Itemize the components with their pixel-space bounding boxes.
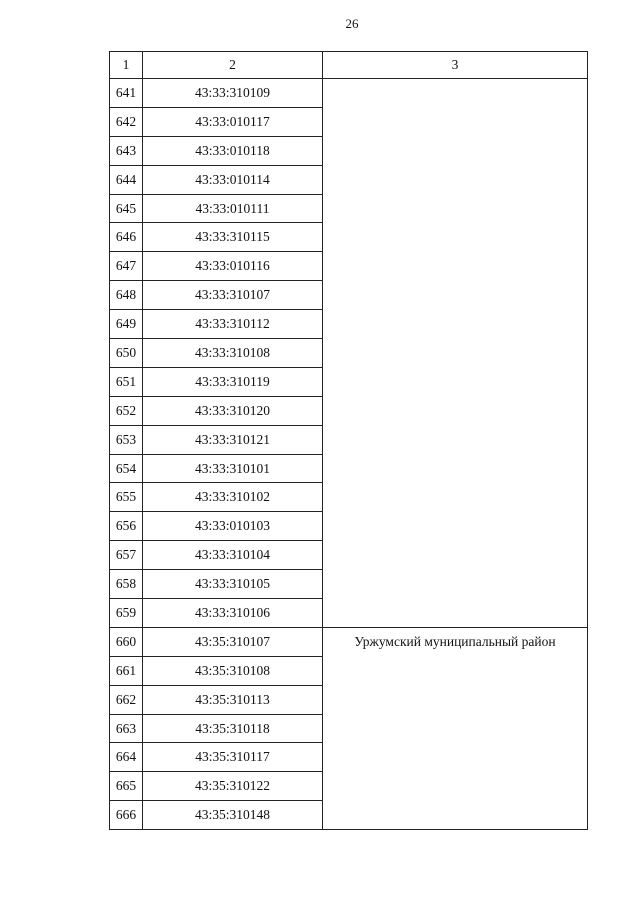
row-number-cell: 663 [110,714,143,743]
cadastral-code-cell: 43:33:310108 [143,339,323,368]
cadastral-code-cell: 43:35:310107 [143,627,323,656]
row-number-cell: 659 [110,599,143,628]
cadastral-code-cell: 43:35:310118 [143,714,323,743]
column-header-number: 1 [110,52,143,79]
cadastral-code-cell: 43:33:310109 [143,79,323,108]
row-number-cell: 666 [110,801,143,830]
row-number-cell: 653 [110,425,143,454]
cadastral-code-cell: 43:33:310115 [143,223,323,252]
region-label [323,79,587,85]
cadastral-code-cell: 43:33:310105 [143,570,323,599]
column-header-code: 2 [143,52,323,79]
table-row [110,79,588,108]
cadastral-table [109,51,588,830]
header-row [110,52,588,79]
row-number-cell: 655 [110,483,143,512]
cadastral-code-cell: 43:35:310122 [143,772,323,801]
column-header-region: 3 [323,52,588,79]
row-number-cell: 642 [110,107,143,136]
cadastral-code-cell: 43:33:310119 [143,367,323,396]
row-number-cell: 665 [110,772,143,801]
cadastral-code-cell: 43:33:010111 [143,194,323,223]
row-number-cell: 656 [110,512,143,541]
row-number-cell: 650 [110,339,143,368]
cadastral-code-cell: 43:33:310101 [143,454,323,483]
row-number-cell: 644 [110,165,143,194]
row-number-cell: 643 [110,136,143,165]
cadastral-code-cell: 43:33:010117 [143,107,323,136]
cadastral-code-cell: 43:33:010114 [143,165,323,194]
cadastral-code-cell: 43:33:010103 [143,512,323,541]
cadastral-code-cell: 43:35:310113 [143,685,323,714]
row-number-cell: 664 [110,743,143,772]
cadastral-code-cell: 43:33:310107 [143,281,323,310]
row-number-cell: 662 [110,685,143,714]
row-number-cell: 658 [110,570,143,599]
cadastral-code-cell: 43:33:010116 [143,252,323,281]
row-number-cell: 647 [110,252,143,281]
row-number-cell: 661 [110,656,143,685]
cadastral-code-cell: 43:33:310121 [143,425,323,454]
row-number-cell: 651 [110,367,143,396]
table-row [110,627,588,656]
page-number: 26 [345,16,359,31]
row-number-cell: 654 [110,454,143,483]
row-number-cell: 646 [110,223,143,252]
region-cell [323,627,588,829]
row-number-cell: 649 [110,310,143,339]
cadastral-code-cell: 43:35:310148 [143,801,323,830]
cadastral-code-cell: 43:33:310104 [143,541,323,570]
region-cell [323,79,588,628]
cadastral-code-cell: 43:33:310102 [143,483,323,512]
row-number-cell: 648 [110,281,143,310]
cadastral-code-cell: 43:35:310108 [143,656,323,685]
row-number-cell: 652 [110,396,143,425]
cadastral-code-cell: 43:33:310112 [143,310,323,339]
cadastral-code-cell: 43:33:310120 [143,396,323,425]
cadastral-code-cell: 43:33:010118 [143,136,323,165]
cadastral-code-cell: 43:35:310117 [143,743,323,772]
row-number-cell: 641 [110,79,143,108]
row-number-cell: 657 [110,541,143,570]
row-number-cell: 645 [110,194,143,223]
region-label: Уржумский муниципальный район [354,633,556,649]
table-body [110,79,588,830]
cadastral-code-cell: 43:33:310106 [143,599,323,628]
row-number-cell: 660 [110,627,143,656]
